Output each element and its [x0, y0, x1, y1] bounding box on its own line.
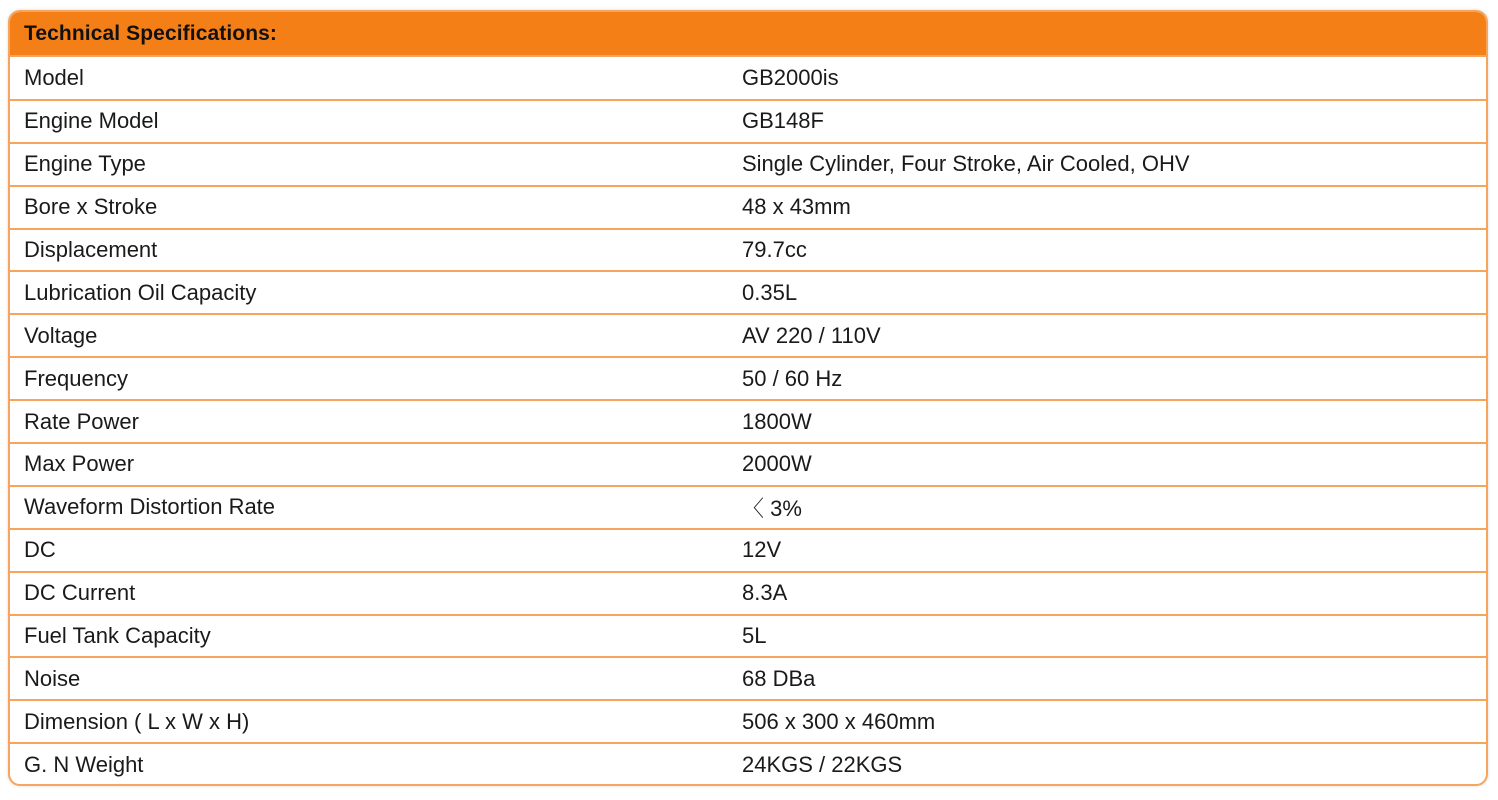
spec-label: G. N Weight — [24, 752, 144, 778]
spec-value: 〈 3% — [726, 486, 1486, 529]
spec-row — [10, 357, 1486, 400]
spec-row — [10, 443, 1486, 486]
spec-table-header — [10, 12, 1486, 57]
spec-value: GB2000is — [726, 57, 1486, 100]
spec-value: 24KGS / 22KGS — [742, 752, 903, 778]
spec-label: Fuel Tank Capacity — [10, 615, 726, 658]
spec-label: Waveform Distortion Rate — [10, 486, 726, 529]
spec-label: DC Current — [10, 572, 726, 615]
spec-value: 48 x 43mm — [726, 186, 1486, 229]
spec-row — [10, 229, 1486, 272]
spec-label: Engine Model — [10, 100, 726, 143]
spec-label: Dimension ( L x W x H) — [10, 700, 726, 743]
spec-value: 0.35L — [726, 271, 1486, 314]
spec-label: Noise — [10, 657, 726, 700]
spec-row — [10, 143, 1486, 186]
spec-value: 1800W — [726, 400, 1486, 443]
spec-value: 506 x 300 x 460mm — [726, 700, 1486, 743]
spec-label: Bore x Stroke — [10, 186, 726, 229]
spec-value: 5L — [726, 615, 1486, 658]
spec-label: Voltage — [10, 314, 726, 357]
spec-table-card — [8, 10, 1488, 786]
spec-row — [10, 271, 1486, 314]
spec-value: 2000W — [726, 443, 1486, 486]
spec-value: 8.3A — [726, 572, 1486, 615]
spec-value: 79.7cc — [726, 229, 1486, 272]
spec-row — [10, 743, 1486, 786]
spec-row — [10, 657, 1486, 700]
spec-table — [10, 57, 1486, 786]
spec-row — [10, 700, 1486, 743]
spec-value: Single Cylinder, Four Stroke, Air Cooled, OHV — [726, 143, 1486, 186]
spec-label: Displacement — [10, 229, 726, 272]
spec-table-body — [10, 57, 1486, 786]
spec-row — [10, 529, 1486, 572]
spec-table-title: Technical Specifications: — [24, 21, 278, 45]
spec-row — [10, 57, 1486, 100]
spec-value: 12V — [726, 529, 1486, 572]
spec-row — [10, 486, 1486, 529]
spec-label: Engine Type — [10, 143, 726, 186]
spec-label: Max Power — [10, 443, 726, 486]
spec-row — [10, 615, 1486, 658]
spec-value: GB148F — [726, 100, 1486, 143]
spec-value: AV 220 / 110V — [726, 314, 1486, 357]
spec-value: 68 DBa — [726, 657, 1486, 700]
spec-row — [10, 400, 1486, 443]
spec-row — [10, 186, 1486, 229]
spec-label: DC — [10, 529, 726, 572]
spec-value: 50 / 60 Hz — [726, 357, 1486, 400]
spec-row — [10, 572, 1486, 615]
spec-label: Frequency — [10, 357, 726, 400]
spec-row — [10, 314, 1486, 357]
spec-row — [10, 100, 1486, 143]
spec-label: Model — [10, 57, 726, 100]
spec-label: Rate Power — [10, 400, 726, 443]
spec-label: Lubrication Oil Capacity — [10, 271, 726, 314]
